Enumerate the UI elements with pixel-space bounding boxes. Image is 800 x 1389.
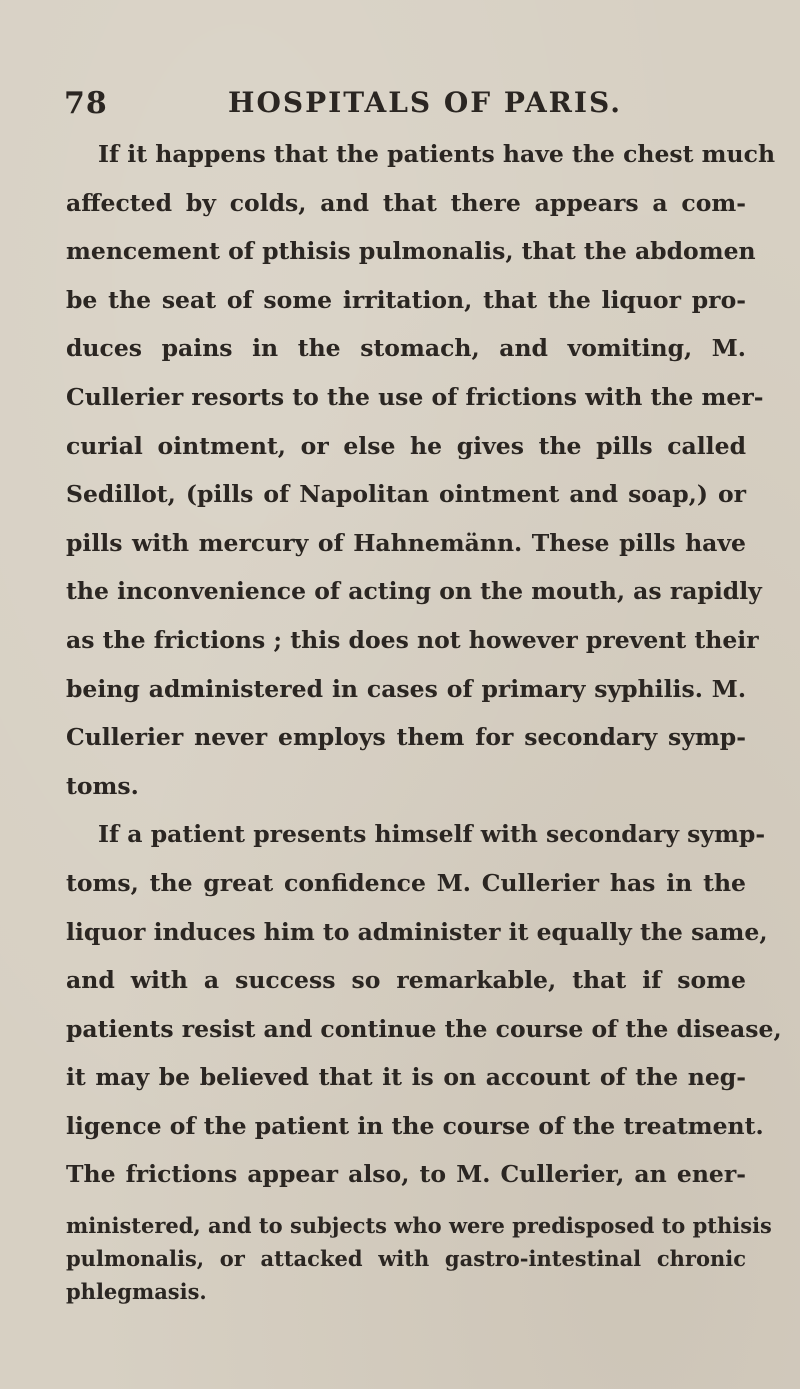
text-line: ligence of the patient in the course of the treatment. — [66, 1111, 764, 1140]
text-line: and with a success so remarkable, that if some — [66, 966, 746, 995]
text-line: pills with mercury of Hahnemänn. These pills have — [66, 528, 746, 557]
text-line: If it happens that the patients have the chest much — [98, 140, 776, 168]
text-line: be the seat of some irritation, that the liquor pro- — [66, 285, 746, 314]
text-line: Cullerier never employs them for secondary symp- — [66, 723, 746, 752]
text-line: mencement of pthisis pulmonalis, that the abdomen — [66, 237, 756, 266]
text-line: If a patient presents himself with secondary symp- — [98, 820, 766, 849]
text-line: Sedillot, (pills of Napolitan ointment and soap,) or — [66, 480, 746, 509]
text-line: as the frictions ; this does not however prevent their — [66, 625, 759, 654]
text-line: The frictions appear also, to M. Cullerier, an ener- — [66, 1160, 746, 1189]
text-line: curial ointment, or else he gives the pills called — [66, 431, 746, 460]
body-text — [66, 130, 782, 1308]
text-line: toms. — [66, 771, 139, 800]
text-line: being administered in cases of primary syphilis. M. — [66, 674, 746, 703]
text-line: affected by colds, and that there appears a com- — [66, 188, 746, 217]
page-number: 78 — [64, 86, 108, 121]
text-line: liquor induces him to administer it equally the same, — [66, 917, 768, 946]
text-line: ministered, and to subjects who were predisposed to pthisis — [66, 1213, 772, 1239]
text-line: Cullerier resorts to the use of frictions with the mer- — [66, 382, 764, 411]
text-line: toms, the great confidence M. Cullerier has in the — [66, 868, 746, 897]
text-line: duces pains in the stomach, and vomiting, M. — [66, 334, 746, 363]
running-head: HOSPITALS OF PARIS. — [228, 86, 623, 119]
text-line: phlegmasis. — [66, 1279, 207, 1305]
page-header — [0, 86, 800, 126]
text-line: pulmonalis, or attacked with gastro-intestinal chronic — [66, 1246, 746, 1272]
text-line: patients resist and continue the course of the disease, — [66, 1014, 782, 1043]
text-line: the inconvenience of acting on the mouth, as rapidly — [66, 577, 762, 606]
text-line: it may be believed that it is on account of the neg- — [66, 1063, 746, 1092]
